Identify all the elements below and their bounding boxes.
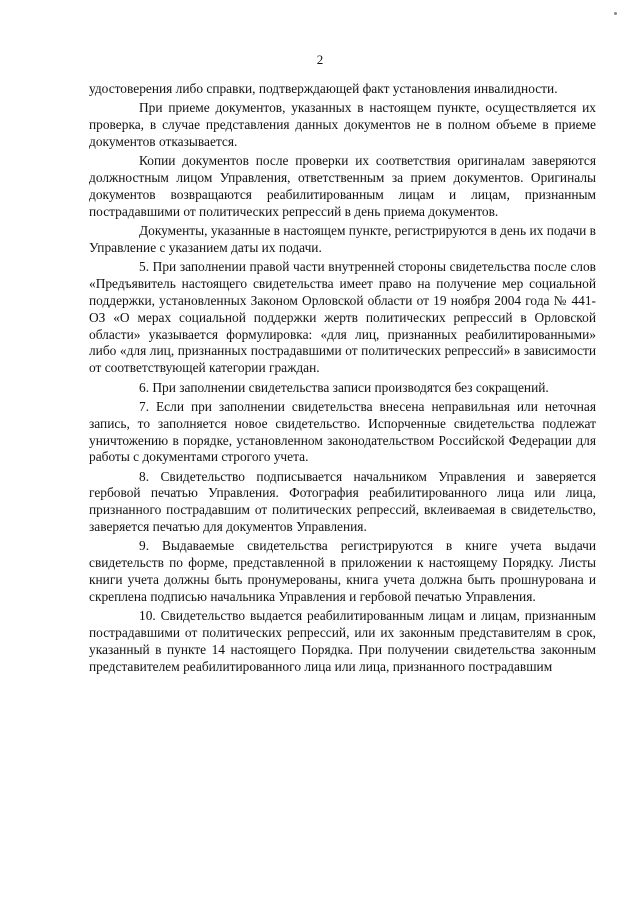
paragraph-item-6: 6. При заполнении свидетельства записи производятся без сокращений. — [139, 379, 549, 395]
paragraph-item-8: 8. Свидетельство подписывается начальником Управления и заверяется гербовой печатью Управления. Фотография реабилитированного лица или лица, признанного пострадавшим от политических репрессий, вклеиваемая в свидетельство, заверяется печатью для документов Управления. — [89, 468, 596, 535]
paragraph-document-check: При приеме документов, указанных в настоящем пункте, осуществляется их проверка, в случае представления данных документов не в полном объеме в приеме документов отказывается. — [89, 100, 596, 149]
paragraph-copies-certification: Копии документов после проверки их соответствия оригиналам заверяются должностным лицом Управления, ответственным за прием документов. Оригиналы документов возвращаются реабилитированным лицам и лицам, признанным пострадавшими от политических репрессий в день приема документов. — [89, 153, 596, 219]
paragraph-item-9: 9. Выдаваемые свидетельства регистрируются в книге учета выдачи свидетельств по форме, представленной в приложении к настоящему Порядку. Листы книги учета должны быть пронумерованы, книга учета должна быть прошнурована и скреплена подписью начальника Управления и гербовой печатью Управления. — [89, 538, 596, 604]
document-body — [89, 81, 596, 675]
page-number: 2 — [316, 52, 324, 67]
paragraph-registration: Документы, указанные в настоящем пункте, регистрируются в день их подачи в Управление с указанием даты их подачи. — [89, 223, 596, 255]
paragraph-item-10: 10. Свидетельство выдается реабилитированным лицам и лицам, признанным пострадавшими от политических репрессий, или их законным представителям в срок, указанный в пункте 14 настоящего Порядка. При получении свидетельства законным представителем реабилитированного лица или лица, признанного пострадавшим — [89, 608, 596, 674]
paragraph-item-5: 5. При заполнении правой части внутренней стороны свидетельства после слов «Предъявитель настоящего свидетельства имеет право на получение мер социальной поддержки, установленных Законом Орловской области от 19 ноября 2004 года № 441-ОЗ «О мерах социальной поддержки жертв политических репрессий в Орловской области» указывается формулировка: «для лиц, признанных реабилитированными» либо «для лиц, признанных пострадавшими от политических репрессий» в зависимости от соответствующей категории граждан. — [89, 259, 596, 376]
scan-dot — [614, 12, 617, 15]
paragraph-continuation: удостоверения либо справки, подтверждающей факт установления инвалидности. — [89, 81, 558, 96]
paragraph-item-7: 7. Если при заполнении свидетельства внесена неправильная или неточная запись, то заполняется новое свидетельство. Испорченные свидетельства подлежат уничтожению в порядке, установленном законодательством Российской Федерации для работы с документами строгого учета. — [89, 398, 596, 465]
